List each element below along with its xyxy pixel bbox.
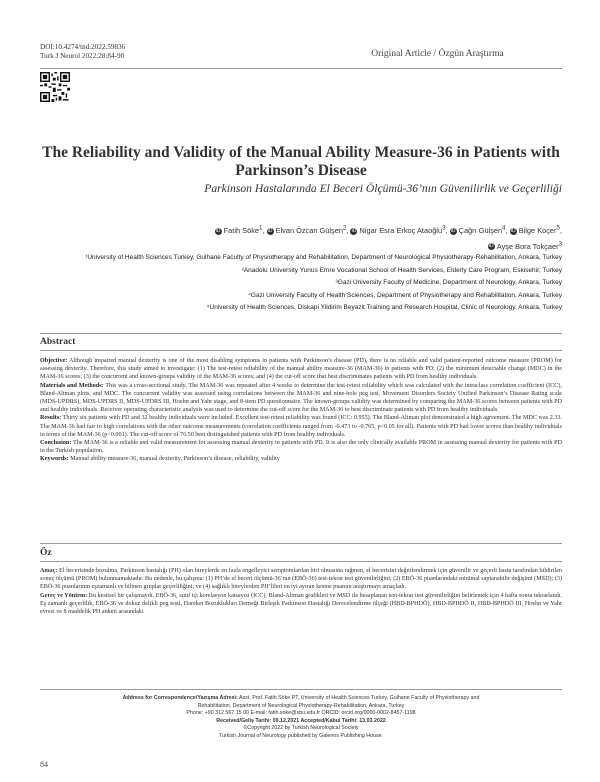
affiliations xyxy=(40,252,562,315)
affiliation: ³Gazi University Faculty of Medicine, Department of Neurology, Ankara, Turkey xyxy=(335,279,562,287)
publisher: Turkish Journal of Neurology published by Galenos Publishing House. xyxy=(218,732,384,739)
section-divider xyxy=(40,561,562,562)
affiliation: ⁵University of Health Sciences, Diskapi Yildirim Beyazit Training and Research Hospital, Clinic of Neurology, Ankara, Turkey xyxy=(206,304,562,312)
author[interactable]: iD Nigar Esra Erkoç Ataoğlu$^3$, xyxy=(351,225,450,236)
doi: DOI:10.4274/tnd.2022.59836 xyxy=(40,43,126,51)
ozet-yontem: Gereç ve Yöntem: Bu kesitsel bir çalışmaydı. EBÖ-36, sınıf içi korelasyon katsayısı (ICC), Bland-Altman grafikleri ve MSD ile hesaplanan test-tekrar test güvenilirliğini belirlemek için 4 hafta sonra tekrarlandı. Eş zamanlı geçerlilik, EBÖ-36 ve dokuz delikli peg testi, Hareket Bozuklukları Derneği Birleşik Parkinson Hastalığı Derecelendirme ölçeği (HBD-BPHDÖ), HBD-BPHDÖ II, HBD-BPHDÖ III, Hoehn ve Yahr evresi ve 8 maddelik PH anketi arasındaki xyxy=(40,592,562,616)
orcid-icon[interactable]: iD xyxy=(488,243,494,250)
author[interactable]: iD Ayşe Bora Tokçaer$^3$ xyxy=(488,240,562,251)
abstract-conclusion: Conclusion: The MAM-36 is a reliable and valid measurement for assessing manual dexterity in patients with PD. It is also the only clinically available PROM in assessing manual dexterity for patients with PD in the Turkish population. xyxy=(40,440,562,455)
correspondence-block xyxy=(85,695,517,741)
ozet-heading: Öz xyxy=(40,548,52,558)
correspondence-line: Rehabilitation, Department of Neurological Physiotherapy-Rehabilitation, Ankara, Turkey xyxy=(197,702,405,709)
copyright: ©Copyright 2022 by Turkish Neurological Society xyxy=(243,725,359,732)
author-list xyxy=(80,222,562,253)
journal-reference: Turk J Neurol 2022;28:84-90 xyxy=(40,52,125,60)
ozet-body xyxy=(40,567,562,616)
article-subtitle-turkish: Parkinson Hastalarında El Beceri Ölçümü-36’nın Güvenilirlik ve Geçerliliği xyxy=(204,182,562,195)
author[interactable]: iD Çağrı Gülşen$^4$, xyxy=(450,225,510,236)
abstract-keywords: Keywords: Manual ability measure-36, manual dexterity, Parkinson’s disease, reliability, validity xyxy=(40,456,280,463)
abstract-objective: Objective: Although impaired manual dexterity is one of the most disabling symptoms in patients with Parkinson’s disease (PD), there is no reliable and valid patient-reported outcome measure (PROM) for assessing dexterity. Therefore, this study aimed to investigate: (1) The test-retest reliability of the manual ability measure-36 (MAM-36) in patients with PD; (2) the minimum detectable change (MDC) in the MAM-36 scores; (3) the concurrent and known-groups validity of the MAM-36 scores; and (4) the cut-off score that best discriminates patients with PD from healthy individuals. xyxy=(40,358,562,381)
correspondence-line: Address for Correspondence/Yazışma Adresi: Asst. Prof. Fatih Söke PT, University of Health Sciences Turkey, Gulhane Faculty of Physiotherapy and xyxy=(122,695,480,701)
abstract-results: Results: Thirty six patients with PD and 32 healthy individuals were included. Excellent test-retest reliability was found (ICC: 0.955). The Bland-Altman plot demonstrated a high agreement. The MDC was 2.33. The MAM-36 had fair to high correlations with the other outcome measurements (correlation coefficients ranged from -0.473 to -0.765, p<0.05 for all). Patients with PD had lower scores than healthy individuals in terms of the MAM-36 (p<0.001). The cut-off score of 76.50 best distinguished patients with PD from healthy individuals. xyxy=(40,415,562,438)
header-divider xyxy=(40,68,562,69)
author[interactable]: iD Fatih Söke$^1$, xyxy=(215,225,267,236)
orcid-icon[interactable]: iD xyxy=(267,228,273,235)
orcid-icon[interactable]: iD xyxy=(510,228,516,235)
section-divider xyxy=(40,543,562,544)
affiliation: ⁴Gazi University Faculty of Health Sciences, Department of Physiotherapy and Rehabilitation, Ankara, Turkey xyxy=(248,291,562,299)
section-divider xyxy=(40,333,562,334)
author[interactable]: iD Elvan Özcan Gülşen$^2$, xyxy=(267,225,351,236)
affiliation: ¹University of Health Sciences Turkey, Gulhane Faculty of Physiotherapy and Rehabilitation, Department of Neurological Physiotherapy-Rehabilitation, Ankara, Turkey xyxy=(85,254,562,261)
orcid-icon[interactable]: iD xyxy=(351,228,357,235)
page-number: 84 xyxy=(40,760,48,769)
orcid-icon[interactable]: iD xyxy=(215,228,221,235)
article-title: The Reliability and Validity of the Manual Ability Measure-36 in Patients with Parkinson’s Disease xyxy=(42,144,560,179)
ozet-amac: Amaç: El becerisinde bozulma, Parkinson hastalığı (PH) olan bireylerde en fazla engelleyici semptomlardan biri olmasına rağmen, el becerisini değerlendirmek için güvenilir ve geçerli hasta tarafından bildirilen sonuç ölçümü (PROM) bulunmamaktadır. Bu nedenle, bu çalışma: (1) PH’de el beceri ölçümü-36’nın (EBÖ-36) test-tekrar test güvenilirliğini; (2) EBÖ-36 puanlarındaki minimal saptanabilir değişimi (MSD); (3) EBÖ-36 puanlarının eşzamanlı ve bilinen gruplar geçerliliğini; ve (4) sağlıklı bireylerden PH’lileri en iyi ayıran kesme puanını araştırmayı amaçladı. xyxy=(40,568,562,591)
orcid-icon[interactable]: iD xyxy=(450,228,456,235)
section-divider xyxy=(40,689,562,690)
correspondence-contact: Phone: +90 312 567 15 00 E-mail: fatih.soke@sbu.edu.tr ORCID: orcid.org/0000-0002-8457-1198 xyxy=(186,710,416,717)
doi-block xyxy=(40,43,125,61)
abstract-heading: Abstract xyxy=(40,337,76,347)
abstract-body xyxy=(40,357,562,464)
qr-code-icon xyxy=(40,72,70,102)
abstract-methods: Materials and Methods: This was a cross-sectional study. The MAM-36 was repeated after 4 weeks to determine the test-retest reliability which was calculated with the intraclass correlation coefficient (ICC), Bland-Altman plots, and MDC. The concurrent validity was assessed using correlations between the MAM-36 and nine-hole peg test, Movement Disorders Society Unified Parkinson’s Disease Rating scale (MDS-UPDRS), MDS-UPDRS II, MDS-UPDRS III, Hoehn and Yahr stage, and 8-item PD questionnaire. The known-groups validity was determined by comparing the MAM-36 scores between patients with PD and healthy individuals. Receiver operating characteristic analysis was used to determine the cut-off score for the MAM-36 to best discriminate patients with PD from healthy individuals. xyxy=(40,382,562,414)
article-type: Original Article / Özgün Araştırma xyxy=(371,49,504,59)
section-divider xyxy=(40,350,562,351)
received-accepted-dates: Received/Geliş Tarihi: 09.12.2021 Accepted/Kabul Tarihi: 13.03.2022 xyxy=(216,717,386,724)
affiliation: ²Anadolu University Yunus Emre Vocational School of Health Services, Elderly Care Program, Eskisehir, Turkey xyxy=(241,266,562,274)
author[interactable]: iD Bilge Koçer$^5$, xyxy=(510,225,562,236)
